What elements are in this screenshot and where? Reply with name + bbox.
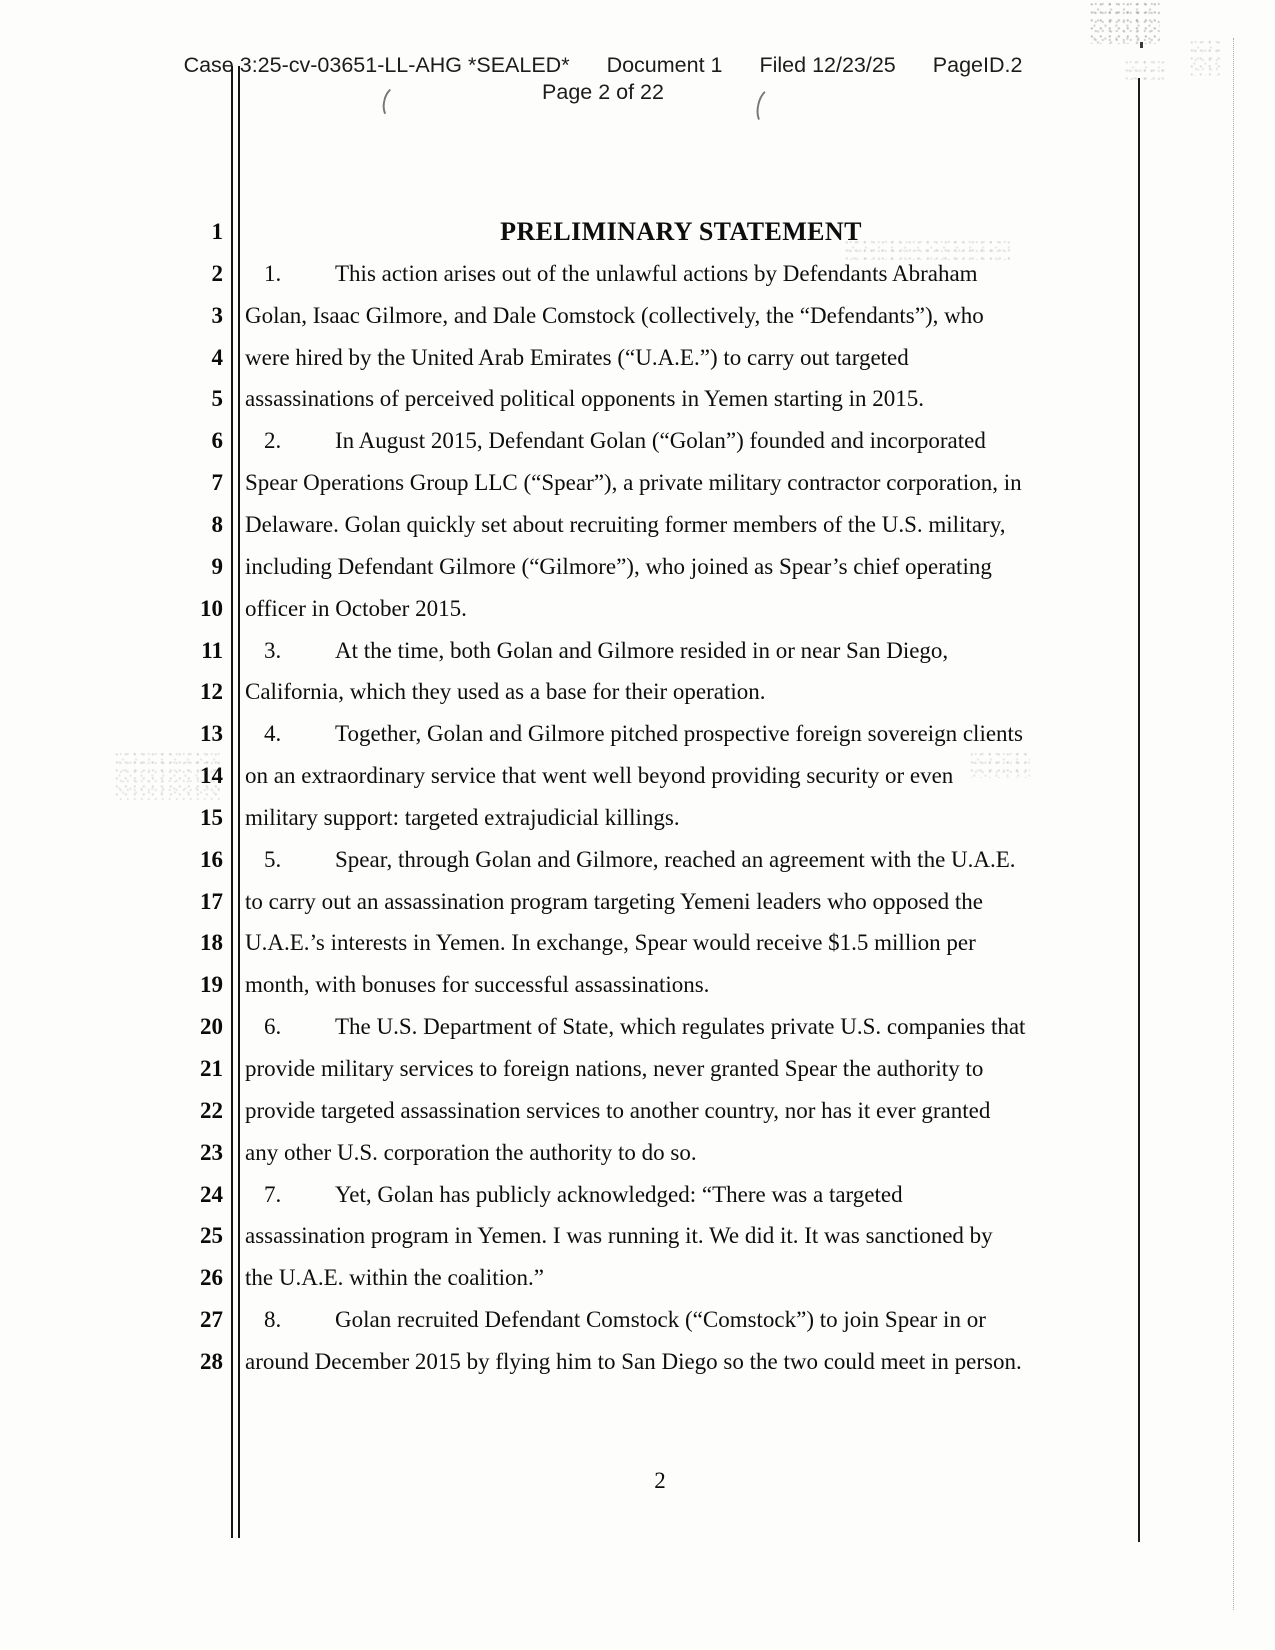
document-line xyxy=(0,295,1275,337)
line-text xyxy=(245,630,1125,672)
line-text xyxy=(245,713,1125,755)
line-text: military support: targeted extrajudicial killings. xyxy=(245,804,680,830)
line-text: to carry out an assassination program targeting Yemeni leaders who opposed the xyxy=(245,888,983,914)
paragraph-text: Yet, Golan has publicly acknowledged: “There was a targeted xyxy=(335,1181,903,1207)
document-line xyxy=(0,1132,1275,1174)
scan-noise-pageid xyxy=(1190,40,1220,76)
scan-noise-top-right xyxy=(1090,2,1160,44)
line-text: provide targeted assassination services to another country, nor has it ever granted xyxy=(245,1097,991,1123)
document-line xyxy=(0,420,1275,462)
page-id: PageID.2 xyxy=(932,53,1023,77)
line-number: 10 xyxy=(200,595,223,621)
paragraph-text: Spear, through Golan and Gilmore, reached an agreement with the U.A.E. xyxy=(335,846,1016,872)
document-line xyxy=(0,1341,1275,1383)
footer-page-number: 2 xyxy=(654,1468,666,1493)
header-page-line: Page 2 of 22 xyxy=(542,80,664,104)
line-text: month, with bonuses for successful assassinations. xyxy=(245,972,710,998)
header-case-line xyxy=(0,52,1206,78)
document-line xyxy=(0,1215,1275,1257)
document-line xyxy=(0,1299,1275,1341)
line-text: provide military services to foreign nations, never granted Spear the authority to xyxy=(245,1056,984,1081)
document-line xyxy=(0,630,1275,672)
line-number: 9 xyxy=(211,553,223,579)
line-text: any other U.S. corporation the authority to do so. xyxy=(245,1139,697,1165)
paragraph-number: 8. xyxy=(264,1307,282,1333)
court-stamp-header xyxy=(0,52,1206,105)
case-number: Case 3:25-cv-03651-LL-AHG *SEALED* xyxy=(183,53,570,77)
line-number: 11 xyxy=(201,637,223,663)
document-line xyxy=(0,1006,1275,1048)
line-number: 23 xyxy=(200,1139,223,1165)
scan-noise-line14-right xyxy=(970,752,1030,778)
paragraph-number: 3. xyxy=(264,637,282,663)
line-text: including Defendant Gilmore (“Gilmore”), who joined as Spear’s chief operating xyxy=(245,553,992,579)
line-text: assassinations of perceived political opponents in Yemen starting in 2015. xyxy=(245,386,925,412)
paragraph-text: In August 2015, Defendant Golan (“Golan”) founded and incorporated xyxy=(335,428,986,454)
line-text: on an extraordinary service that went well beyond providing security or even xyxy=(245,763,954,789)
line-text xyxy=(245,1299,1125,1341)
body-lines xyxy=(0,211,1275,1391)
document-line xyxy=(0,1048,1275,1090)
line-number: 20 xyxy=(200,1014,223,1040)
line-text: Golan, Isaac Gilmore, and Dale Comstock (collectively, the “Defendants”), who xyxy=(245,302,984,328)
scan-noise-title-right xyxy=(1125,60,1165,80)
paragraph-text: This action arises out of the unlawful actions by Defendants Abraham xyxy=(335,260,978,286)
scan-noise-line2 xyxy=(845,240,1010,260)
paragraph-number: 4. xyxy=(264,721,282,747)
document-line xyxy=(0,462,1275,504)
line-text: were hired by the United Arab Emirates (“U.A.E.”) to carry out targeted xyxy=(245,344,909,370)
document-line xyxy=(0,378,1275,420)
document-line xyxy=(0,337,1275,379)
line-number: 8 xyxy=(211,511,223,537)
line-number: 12 xyxy=(200,679,223,705)
scan-noise-left-margin xyxy=(115,752,220,800)
section-title: PRELIMINARY STATEMENT xyxy=(500,217,862,246)
document-line xyxy=(0,881,1275,923)
paragraph-number: 2. xyxy=(264,428,282,454)
line-number: 21 xyxy=(200,1056,223,1081)
line-number: 22 xyxy=(200,1097,223,1123)
line-text: around December 2015 by flying him to San Diego so the two could meet in person. xyxy=(245,1348,1022,1374)
line-number: 3 xyxy=(211,302,223,328)
document-line xyxy=(0,546,1275,588)
line-text: U.A.E.’s interests in Yemen. In exchange, Spear would receive $1.5 million per xyxy=(245,930,976,956)
line-text xyxy=(245,1174,1125,1216)
document-line xyxy=(0,797,1275,839)
paragraph-text: Golan recruited Defendant Comstock (“Comstock”) to join Spear in or xyxy=(335,1307,986,1333)
line-number: 26 xyxy=(200,1265,223,1291)
line-number: 7 xyxy=(211,470,223,496)
line-number: 19 xyxy=(200,972,223,998)
document-line xyxy=(0,671,1275,713)
line-number: 18 xyxy=(200,930,223,956)
line-number: 5 xyxy=(211,386,223,412)
document-line xyxy=(0,713,1275,755)
document-line xyxy=(0,922,1275,964)
line-number: 17 xyxy=(200,888,223,914)
line-number: 13 xyxy=(200,721,223,747)
line-text: Spear Operations Group LLC (“Spear”), a private military contractor corporation, in xyxy=(245,470,1022,496)
line-number: 2 xyxy=(211,260,223,286)
line-text xyxy=(245,839,1125,881)
paragraph-number: 1. xyxy=(264,260,282,286)
line-text: officer in October 2015. xyxy=(245,595,467,621)
line-number: 6 xyxy=(211,428,223,454)
line-number: 1 xyxy=(211,219,223,244)
line-number: 14 xyxy=(200,763,223,789)
line-number: 25 xyxy=(200,1223,223,1249)
line-number: 27 xyxy=(200,1307,223,1333)
document-line xyxy=(0,1090,1275,1132)
document-line xyxy=(0,839,1275,881)
line-number: 15 xyxy=(200,804,223,830)
line-number: 4 xyxy=(211,344,223,370)
paragraph-number: 5. xyxy=(264,846,282,872)
paragraph-number: 6. xyxy=(264,1014,282,1040)
line-text: the U.A.E. within the coalition.” xyxy=(245,1265,544,1291)
document-line xyxy=(0,588,1275,630)
document-number: Document 1 xyxy=(606,53,723,77)
document-line xyxy=(0,253,1275,295)
line-text: Delaware. Golan quickly set about recruiting former members of the U.S. military, xyxy=(245,511,1006,537)
paragraph-text: At the time, both Golan and Gilmore resided in or near San Diego, xyxy=(335,637,949,663)
line-text xyxy=(245,1006,1125,1048)
document-line xyxy=(0,1174,1275,1216)
document-line xyxy=(0,504,1275,546)
line-number: 16 xyxy=(200,846,223,872)
line-text: assassination program in Yemen. I was running it. We did it. It was sanctioned by xyxy=(245,1223,993,1249)
filed-date: Filed 12/23/25 xyxy=(759,53,896,77)
paragraph-number: 7. xyxy=(264,1181,282,1207)
paragraph-text: Together, Golan and Gilmore pitched prospective foreign sovereign clients xyxy=(335,721,1023,747)
line-text: California, which they used as a base for their operation. xyxy=(245,679,766,705)
paragraph-text: The U.S. Department of State, which regulates private U.S. companies that xyxy=(335,1014,1026,1040)
line-number: 24 xyxy=(200,1181,223,1207)
document-line xyxy=(0,211,1275,253)
line-number: 28 xyxy=(200,1348,223,1374)
document-line xyxy=(0,964,1275,1006)
document-line xyxy=(0,1257,1275,1299)
line-text xyxy=(245,420,1125,462)
